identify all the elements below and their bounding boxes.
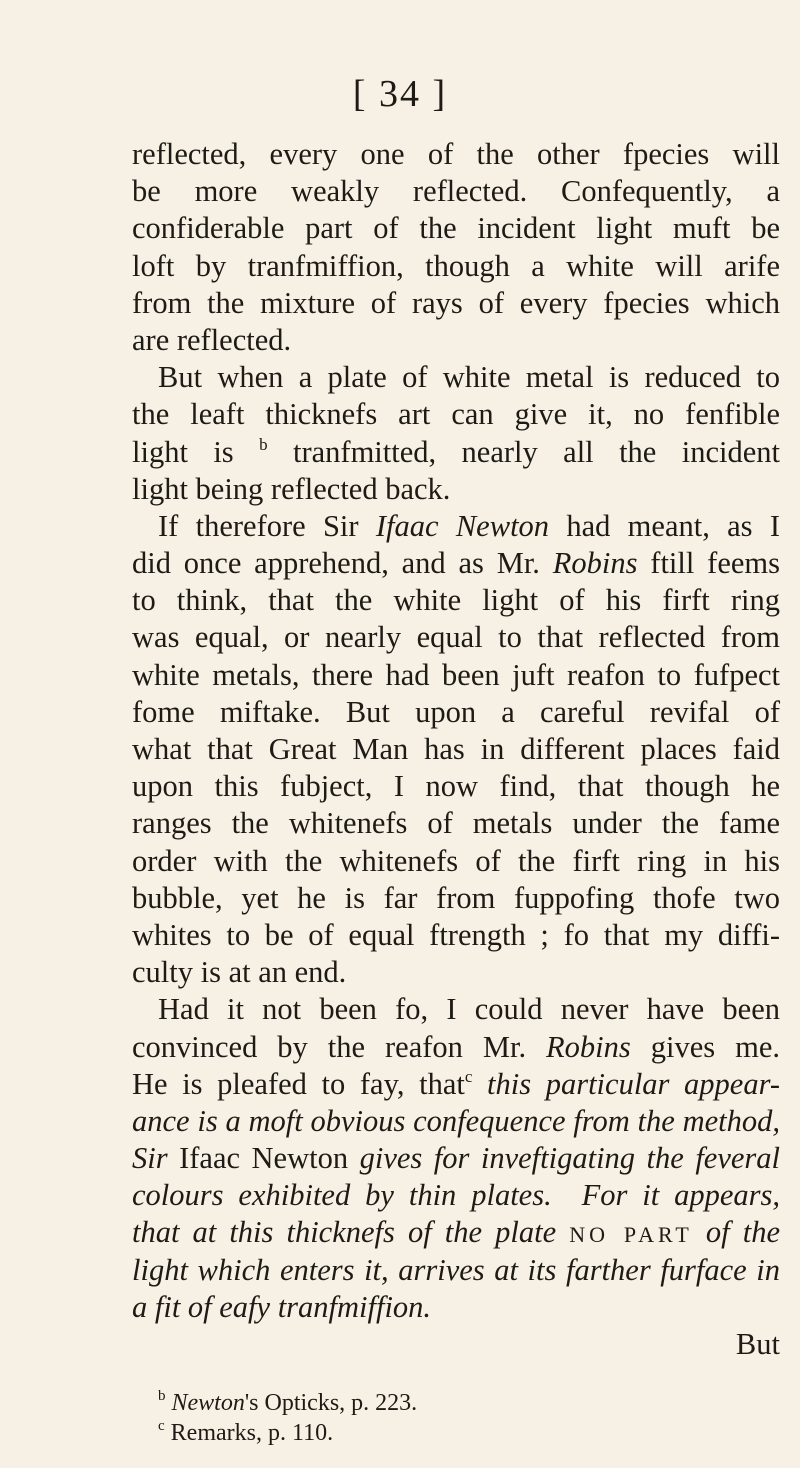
text-line [132, 434, 780, 471]
text-run: did once apprehend, and as Mr. [132, 546, 553, 581]
text-line: was equal, or nearly equal to that refleсted from [132, 620, 780, 655]
text-line: Had it not been fo, I could never have been [158, 992, 780, 1027]
italic-quote: Sir [132, 1141, 168, 1176]
italic-quote: a fit of eafy tranfmiffion. [132, 1289, 432, 1324]
text-line: to think, that the white light of his firft ring [132, 583, 780, 618]
text-line [132, 545, 780, 582]
text-run: light is [132, 434, 260, 469]
small-caps-emphasis: NO PART [569, 1222, 693, 1248]
text-line: But when a plate of white metal is reduced to [158, 360, 780, 395]
italic-name: Ifaac Newton [375, 508, 550, 543]
footnote-c [158, 1418, 758, 1448]
text-line: are refleсted. [132, 322, 292, 357]
footnotes [158, 1388, 758, 1448]
text-run: convinced by the reafon Mr. [132, 1029, 547, 1064]
footnote-text: Remarks, p. 110. [170, 1420, 334, 1446]
footnote-text: 's Opticks, p. 223. [244, 1390, 418, 1416]
text-line: white metals, there had been juft reafon to fufpeсt [132, 657, 780, 692]
roman-name: Ifaac Newton [167, 1141, 360, 1176]
text-line: fome miftake. But upon a careful revifal of [132, 694, 780, 729]
italic-quote: this particular appear- [472, 1066, 780, 1101]
body-text [132, 136, 780, 1363]
footnote-b [158, 1388, 758, 1418]
text-line [132, 1252, 780, 1289]
text-line [132, 1214, 780, 1251]
text-run: He is pleafed to fay, that [132, 1066, 465, 1101]
text-line [132, 1103, 780, 1140]
italic-name: Robins [546, 1029, 631, 1064]
catchword: But [735, 1327, 780, 1361]
text-line: bubble, yet he is far from fuppofing thofe two [132, 880, 780, 915]
text-line: upon this fubjeсt, I now find, that though he [132, 769, 780, 804]
italic-quote: gives for inveftigating the feveral [359, 1141, 780, 1176]
text-line: ranges the whitenefs of metals under the fame [132, 806, 780, 841]
italic-quote: ance is a moft obvious confequence from the method, [132, 1103, 780, 1138]
text-run: had meant, as I [549, 508, 780, 543]
text-line [132, 1177, 780, 1214]
text-run: tranfmitted, nearly all the incident [267, 434, 780, 469]
text-line: light being refleсted back. [132, 471, 451, 506]
italic-quote: For it appears, [581, 1178, 781, 1213]
footnote-mark: b [158, 1388, 166, 1404]
text-line: refleсted, every one of the other fpecies will [132, 137, 780, 171]
italic-name: Robins [552, 546, 638, 581]
text-line [132, 1140, 780, 1177]
italic-quote: of the [692, 1215, 780, 1250]
text-run: If therefore Sir [158, 508, 376, 543]
text-line [132, 1066, 780, 1103]
text-line: confiderable part of the incident light muft be [132, 211, 780, 246]
text-line: be more weakly refleсted. Confequently, a [132, 174, 780, 209]
text-line: the leaft thicknefs art can give it, no fenfible [132, 397, 780, 432]
text-line: loft by tranfmiffion, though a white will arife [132, 248, 780, 283]
text-run: ftill feems [637, 546, 780, 581]
text-line [132, 1029, 780, 1066]
text-line [132, 1289, 780, 1326]
text-line: what that Great Man has in different places faid [132, 732, 780, 766]
italic-quote: colours exhibited by thin plates. [132, 1178, 552, 1213]
text-line: order with the whitenefs of the firft ring in his [132, 843, 780, 878]
italic-quote: light which enters it, arrives at its farther furface in [132, 1252, 780, 1287]
text-line: from the mixture of rays of every fpecies which [132, 285, 780, 320]
page-number: [ 34 ] [352, 73, 448, 115]
text-line: culty is at an end. [132, 955, 347, 990]
italic-quote: that at this thicknefs of the plate [132, 1215, 570, 1250]
text-line: whites to be of equal ftrength ; fo that my diffi- [132, 917, 780, 952]
footnote-ref-c: c [464, 1066, 473, 1086]
footnote-ref-b: b [259, 434, 268, 454]
text-run: gives me. [630, 1029, 780, 1064]
footnote-author: Newton [171, 1390, 245, 1416]
text-line [132, 508, 780, 545]
footnote-mark: c [158, 1418, 165, 1434]
